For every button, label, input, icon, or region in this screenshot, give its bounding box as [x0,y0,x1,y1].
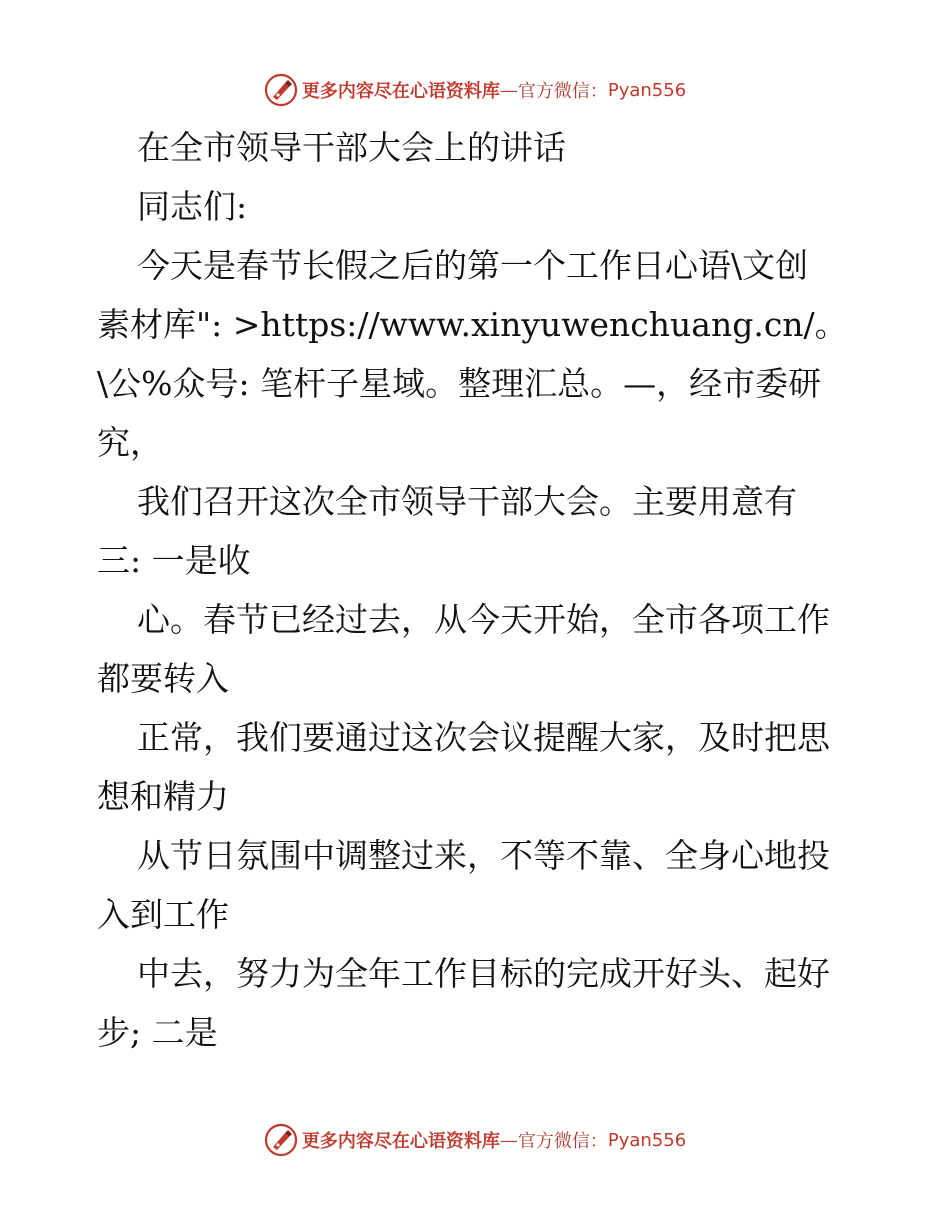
pen-nib-logo-icon [264,73,298,107]
text-line: 在全市领导干部大会上的讲话 [137,128,566,167]
document-body [97,118,867,1062]
text-line: 都要转入 [97,659,229,698]
text-line: 中去，努力为全年工作目标的完成开好头、起好 [137,954,830,993]
text-line: 我们召开这次全市领导干部大会。主要用意有 [137,482,797,521]
text-line: 想和精力 [97,777,229,816]
text-line: 心。春节已经过去，从今天开始，全市各项工作 [137,600,830,639]
text-line: 同志们: [137,187,248,226]
watermark-main-text: 更多内容尽在心语资料库 [301,1131,500,1152]
text-line: 正常，我们要通过这次会议提醒大家，及时把思 [137,718,830,757]
pen-nib-logo-icon [264,1123,298,1157]
text-line: 入到工作 [97,895,229,934]
text-line: 步; 二是 [97,1013,218,1052]
watermark-sub-text: 官方微信： [517,1131,608,1152]
text-line: 从节日氛围中调整过来，不等不靠、全身心地投 [137,836,830,875]
watermark-id-text: Pyan556 [607,1129,687,1151]
text-line: 素材库": >https://www.xinyuwenchuang.cn/。 [97,305,848,344]
watermark-sub-text: 官方微信： [517,81,608,102]
text-line: 三: 一是收 [97,541,251,580]
text-line: \公%众号: 笔杆子星域。整理汇总。—，经市委研 [97,364,822,403]
watermark-id-text: Pyan556 [607,79,687,101]
watermark-separator: — [499,79,518,101]
header-watermark [0,70,950,110]
text-line: 究， [97,423,163,462]
watermark-main-text: 更多内容尽在心语资料库 [301,81,500,102]
text-line: 今天是春节长假之后的第一个工作日心语\文创 [137,246,809,285]
watermark-separator: — [499,1129,518,1151]
footer-watermark [0,1120,950,1160]
